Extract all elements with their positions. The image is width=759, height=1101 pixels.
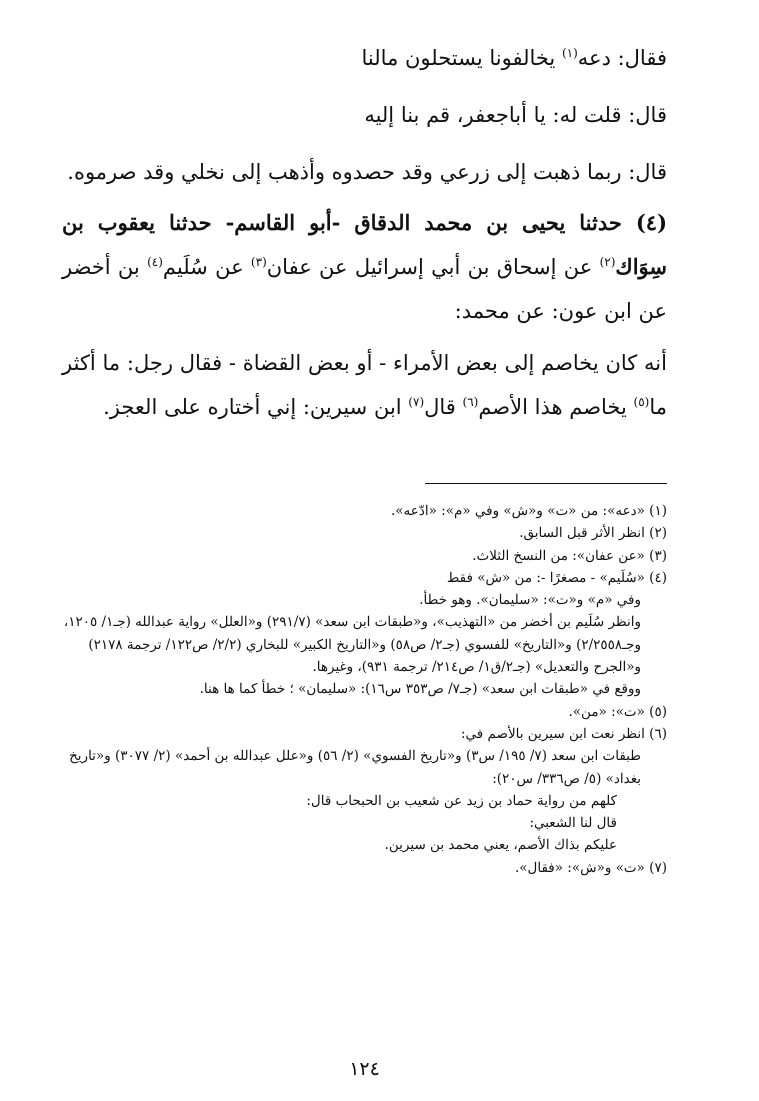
story-part-b: يخاصم هذا الأصم [478,395,634,419]
hadith-paragraph [62,201,667,333]
story-paragraph [62,341,667,429]
footnotes [62,500,667,879]
line-1-part-b: يخالفونا يستحلون مالنا [361,46,562,70]
story-part-a: أنه كان يخاصم إلى بعض الأمراء - أو بعض القضاة - فقال رجل: ما أكثر ما [62,351,667,419]
footnote-marker-5[interactable]: (٥) [633,395,650,409]
footnote-1: (١) «دعه»: من «ت» و«ش» وفي «م»: «ادّعه». [391,503,667,519]
footnote-6-cont-3: قال لنا الشعبي: [529,815,617,832]
hadith-isnad-bold: (٤) حدثنا يحيى بن محمد الدقاق -أبو القاسم- حدثنا يعقوب بن سِوَاك [62,210,667,279]
footnote-4: (٤) «سُلَيم» - مصغرًا -: من «ش» فقط [446,569,667,586]
footnote-4-cont-3: ووقع في «طبقات ابن سعد» (جـ٧/ ص٣٥٣ س١٦): «سليمان» ؛ خطأ كما ها هنا. [199,681,641,698]
hadith-part-c: عن سُلَيم [162,255,251,279]
main-text [62,30,667,429]
footnote-marker-4[interactable]: (٤) [147,255,163,269]
line-1-part-a: فقال: دعه [577,46,667,70]
footnote-marker-2[interactable]: (٢) [599,255,616,269]
story-part-d: ابن سيرين: إني أختاره على العجز. [103,395,409,419]
footnote-6-cont-1: طبقات ابن سعد (٧/ ١٩٥/ س٣) و«تاريخ الفسوي» (٢/ ٥٦) و«علل عبدالله بن أحمد» (٢/ ٣٠٧٧) و«تاريخ بغداد» (٥/ ص٣٣٦/ س٢٠): [69,748,641,787]
footnote-marker-7[interactable]: (٧) [408,395,425,409]
footnote-7: (٧) «ت» و«ش»: «فقال». [515,859,667,876]
footnote-6-cont-4: عليكم بذاك الأصم، يعني محمد بن سيرين. [384,837,617,854]
footnote-6-cont-2: كلهم من رواية حماد بن زيد عن شعيب بن الحبحاب قال: [306,792,617,809]
footnote-2: (٢) انظر الأثر قبل السابق. [519,525,667,542]
text-line-3: قال: ربما ذهبت إلى زرعي وقد حصدوه وأذهب إلى نخلي وقد صرموه. [67,160,667,184]
page [62,30,667,1101]
footnote-divider [425,483,667,484]
footnote-marker-1[interactable]: (١) [561,46,578,60]
footnote-4-cont-2: وانظر سُلَيم بن أخضر من «التهذيب»، و«طبقات ابن سعد» (٢٩١/٧) و«العلل» رواية عبدالله (جـ١/ ١٢٠٥، وجـ٢/٢٥٥٨) و«التاريخ» للفسوي (جـ٢/ ص٥٨) و«التاريخ الكبير» للبخاري (٢/٢/ ص١٢٢/ ترجمة ٢١٧٨) و«الجرح والتعديل» (جـ٢/ق١/ ص٢١٤/ ترجمة ٩٣١)، وغيرها. [63,614,641,676]
text-line-2: قال: قلت له: يا أباجعفر، قم بنا إليه [364,103,667,127]
hadith-part-b: عن إسحاق بن أبي إسرائيل عن عفان [266,255,600,279]
footnote-marker-6[interactable]: (٦) [462,395,479,409]
footnote-3: (٣) «عن عفان»: من النسخ الثلاث. [472,547,667,564]
hadith-part-d: بن أخضر عن ابن عون: عن محمد: [62,255,667,323]
text-line-1 [62,30,667,87]
page-number: ١٢٤ [349,1058,380,1080]
footnote-4-cont-1: وفي «م» و«ت»: «سليمان». وهو خطأ. [419,592,641,609]
footnote-marker-3[interactable]: (٣) [250,255,267,269]
footnote-5: (٥) «ت»: «من». [568,703,667,720]
story-part-c: قال [424,395,463,419]
footnote-6: (٦) انظر نعت ابن سيرين بالأصم في: [460,725,667,742]
